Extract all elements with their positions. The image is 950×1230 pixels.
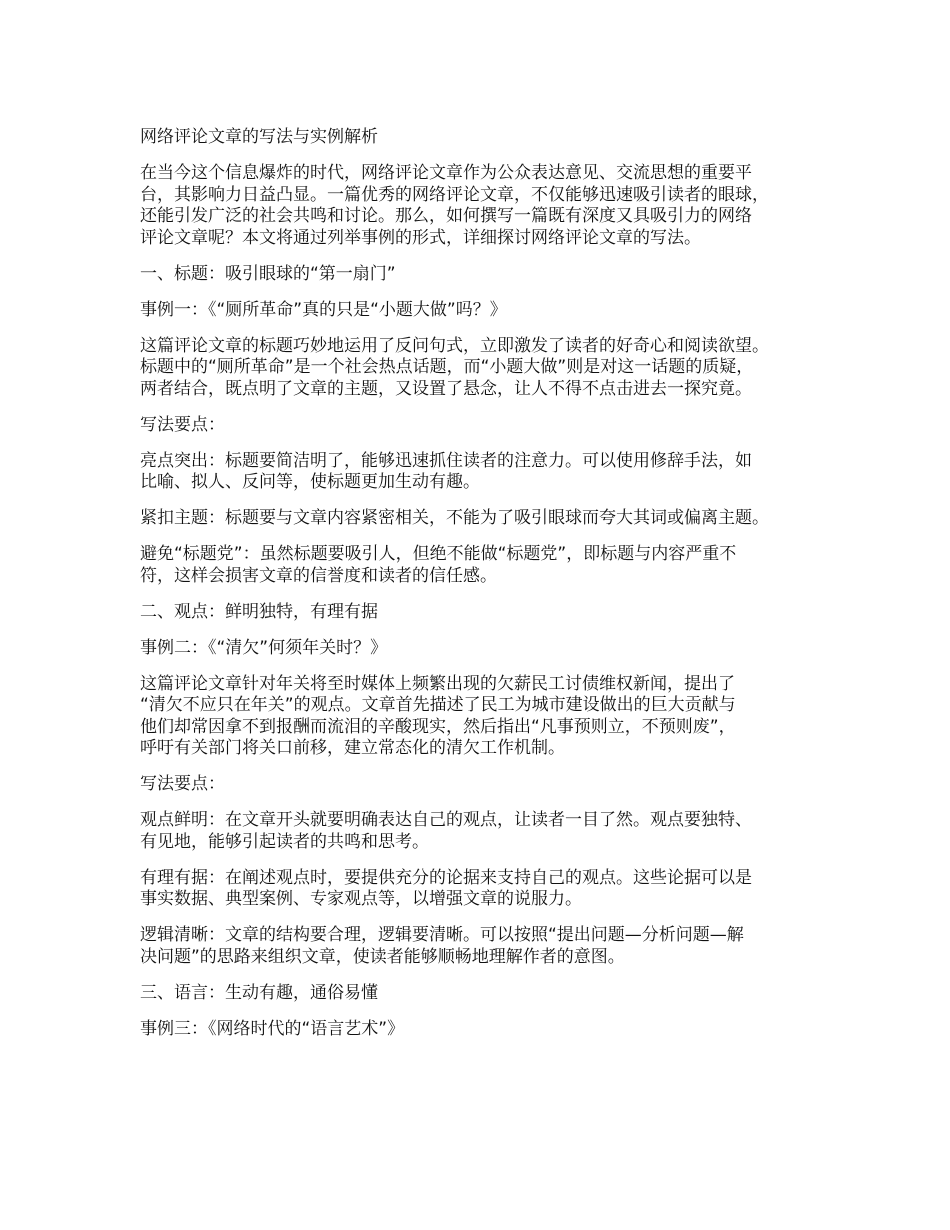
text-line: 标题中的“厕所革命”是一个社会热点话题，而“小题大做”则是对这一话题的质疑， bbox=[140, 357, 754, 377]
heading-line: 二、观点：鲜明独特，有理有据 bbox=[140, 601, 378, 622]
section-heading-title bbox=[140, 264, 840, 286]
example-two-title bbox=[140, 638, 840, 660]
text-line: 符，这样会损害文章的信誉度和读者的信任感。 bbox=[140, 565, 497, 586]
text-line: “清欠不应只在年关”的观点。文章首先描述了民工为城市建设做出的巨大贡献与 bbox=[140, 695, 736, 715]
text-line: 紧扣主题：标题要与文章内容紧密相关，不能为了吸引眼球而夸大其词或偏离主题。 bbox=[140, 508, 769, 528]
text-line: 还能引发广泛的社会共鸣和讨论。那么，如何撰写一篇既有深度又具吸引力的网络 bbox=[140, 206, 752, 226]
text-line: 两者结合，既点明了文章的主题，又设置了悬念，让人不得不点击进去一探究竟。 bbox=[140, 378, 752, 399]
example-line: 事例三：《网络时代的“语言艺术”》 bbox=[140, 1018, 405, 1039]
text-line: 观点鲜明：在文章开头就要明确表达自己的观点，让读者一目了然。观点要独特、 bbox=[140, 810, 752, 830]
example-line: 事例二：《“清欠”何须年关时？》 bbox=[140, 637, 388, 658]
subheading-line: 写法要点： bbox=[140, 414, 225, 435]
text-line: 决问题”的思路来组织文章，使读者能够顺畅地理解作者的意图。 bbox=[140, 946, 625, 967]
example-one-paragraph bbox=[140, 336, 840, 401]
subheading-line: 写法要点： bbox=[140, 774, 225, 794]
text-line: 评论文章呢？本文将通过列举事例的形式，详细探讨网络评论文章的写法。 bbox=[140, 227, 701, 248]
text-line: 他们却常因拿不到报酬而流泪的辛酸现实，然后指出“凡事预则立，不预则废”， bbox=[140, 716, 736, 737]
example-two-paragraph bbox=[140, 674, 840, 760]
text-line: 亮点突出：标题要简洁明了，能够迅速抓住读者的注意力。可以使用修辞手法，如 bbox=[140, 450, 752, 471]
point-highlight bbox=[140, 451, 840, 494]
heading-line: 一、标题：吸引眼球的“第一扇门” bbox=[140, 263, 396, 284]
example-line: 事例一：《“厕所革命”真的只是“小题大做”吗？》 bbox=[140, 299, 507, 320]
heading-line: 三、语言：生动有趣，通俗易懂 bbox=[140, 982, 378, 1003]
text-line: 有见地，能够引起读者的共鸣和思考。 bbox=[140, 831, 429, 852]
document-title bbox=[140, 127, 840, 149]
writing-points-label bbox=[140, 415, 840, 437]
point-clear-viewpoint bbox=[140, 810, 840, 853]
text-line: 逻辑清晰：文章的结构要合理，逻辑要清晰。可以按照“提出问题—分析问题—解 bbox=[140, 925, 744, 945]
example-three-title bbox=[140, 1019, 840, 1041]
section-heading-viewpoint bbox=[140, 602, 840, 624]
text-line: 呼吁有关部门将关口前移，建立常态化的清欠工作机制。 bbox=[140, 738, 565, 758]
point-evidence bbox=[140, 868, 840, 911]
intro-paragraph bbox=[140, 163, 840, 249]
point-avoid-clickbait bbox=[140, 544, 840, 587]
title-line: 网络评论文章的写法与实例解析 bbox=[140, 127, 378, 147]
example-one-title bbox=[140, 300, 840, 322]
document-page bbox=[140, 127, 840, 1055]
point-on-topic bbox=[140, 508, 840, 530]
text-line: 在当今这个信息爆炸的时代，网络评论文章作为公众表达意见、交流思想的重要平 bbox=[140, 163, 752, 183]
text-line: 有理有据：在阐述观点时，要提供充分的论据来支持自己的观点。这些论据可以是 bbox=[140, 867, 752, 888]
text-line: 这篇评论文章的标题巧妙地运用了反问句式，立即激发了读者的好奇心和阅读欲望。 bbox=[140, 335, 769, 356]
writing-points-label bbox=[140, 774, 840, 796]
section-heading-language bbox=[140, 983, 840, 1005]
text-line: 这篇评论文章针对年关将至时媒体上频繁出现的欠薪民工讨债维权新闻，提出了 bbox=[140, 673, 735, 694]
text-line: 比喻、拟人、反问等，使标题更加生动有趣。 bbox=[140, 472, 480, 492]
point-logic bbox=[140, 925, 840, 968]
text-line: 事实数据、典型案例、专家观点等，以增强文章的说服力。 bbox=[140, 889, 582, 909]
text-line: 台，其影响力日益凸显。一篇优秀的网络评论文章，不仅能够迅速吸引读者的眼球， bbox=[140, 184, 769, 205]
text-line: 避免“标题党”：虽然标题要吸引人，但绝不能做“标题党”，即标题与内容严重不 bbox=[140, 544, 737, 564]
